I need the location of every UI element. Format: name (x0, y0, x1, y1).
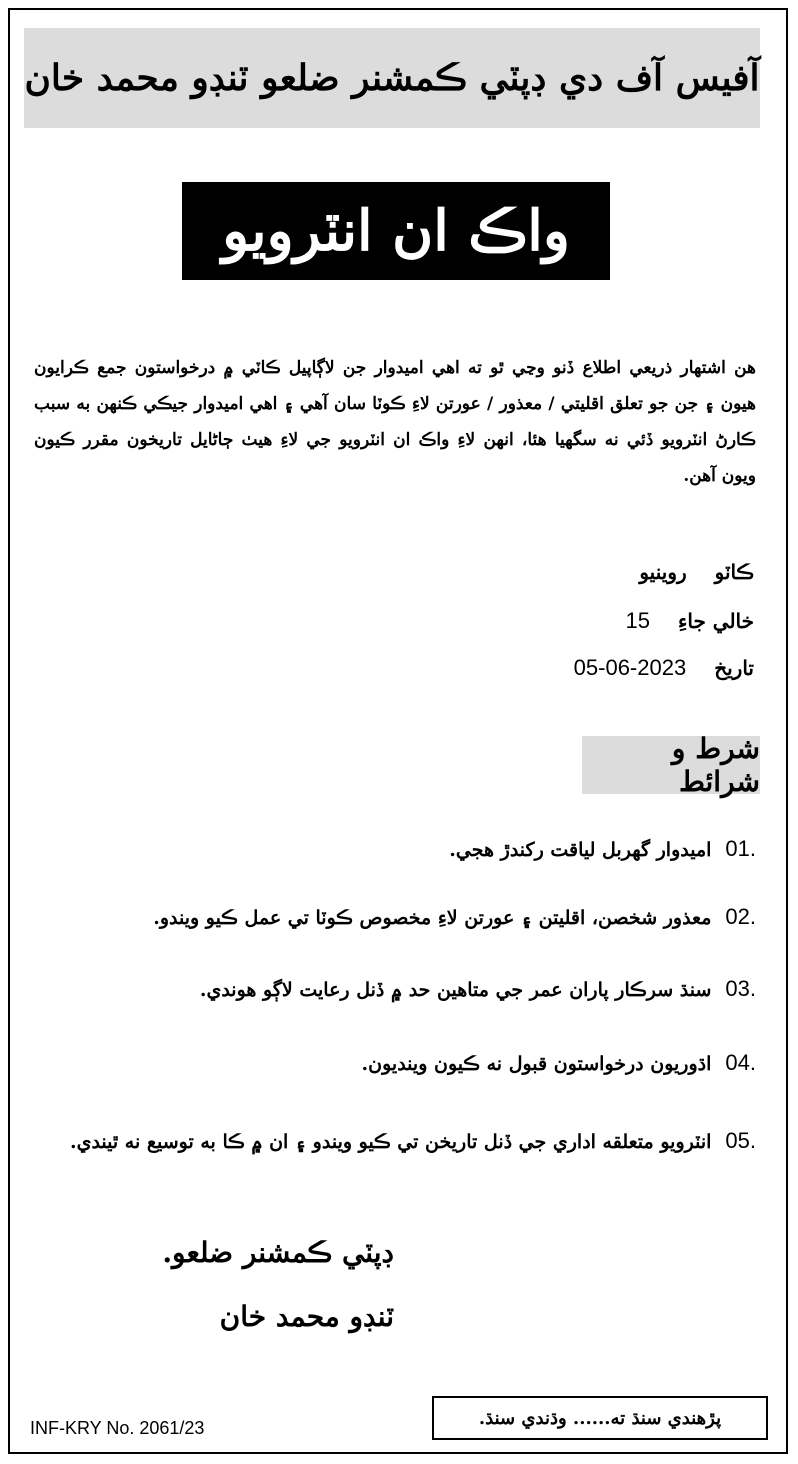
condition-item (449, 836, 756, 862)
notice-paragraph: هن اشتهار ذريعي اطلاع ڏنو وڃي ٿو ته اهي اميدوار جن لاڳاپيل ڪاٽي ۾ درخواستون جمع ڪرايون هيون ۽ جن جو تعلق اقليتي / معذور / عورتن لاءِ ڪوٽا سان آهي ۽ اهي اميدوار جيڪي ڪنهن به سبب ڪارڻ انٽرويو ڏئي نه سگهيا هئا، انهن لاءِ واڪ ان انٽرويو جي لاءِ هيٺ ڄاڻايل تاريخون مقرر ڪيون ويون آهن. (34, 358, 756, 486)
walk-in-interview-banner (182, 182, 610, 280)
condition-number: 01. (725, 836, 756, 861)
slogan-box (432, 1396, 768, 1440)
ad-code: INF-KRY No. 2061/23 (30, 1418, 205, 1438)
condition-text: معذور شخصن، اقليتن ۽ عورتن لاءِ مخصوص ڪوٽا تي عمل ڪيو ويندو. (153, 907, 712, 929)
cadre-row (639, 560, 754, 584)
condition-number: 02. (725, 904, 756, 929)
date-label: تاريخ (714, 656, 754, 680)
condition-item (362, 1050, 756, 1076)
cadre-value: روينيو (639, 560, 687, 584)
condition-text: انٽرويو متعلقه اداري جي ڏنل تاريخن تي ڪيو ويندو ۽ ان ۾ ڪا به توسيع نه ٿيندي. (69, 1131, 712, 1153)
conditions-heading-band (582, 732, 760, 798)
condition-text: اڌوريون درخواستون قبول نه ڪيون وينديون. (361, 1053, 712, 1075)
condition-number: 05. (725, 1128, 756, 1153)
signature-district: ٽنڊو محمد خان (219, 1300, 394, 1333)
date-row (574, 655, 754, 681)
date-value: 05-06-2023 (573, 655, 687, 680)
condition-text: اميدوار گهربل لياقت رکندڙ هجي. (449, 839, 712, 861)
slogan-text: پڙهندي سنڌ ته...... وڌندي سنڌ. (478, 1407, 722, 1429)
cadre-label: ڪاٽو (714, 560, 754, 584)
vacancies-label: خالي جاءِ (677, 609, 754, 633)
condition-number: 03. (725, 976, 756, 1001)
vacancies-row (625, 608, 754, 634)
office-title: آفيس آف دي ڊپٽي ڪمشنر ضلعو ٽنڊو محمد خان (24, 57, 760, 99)
signature-designation: ڊپٽي ڪمشنر ضلعو. (162, 1236, 394, 1269)
banner-title: واڪ ان انٽرويو (222, 198, 570, 264)
condition-item (70, 1128, 756, 1154)
condition-item (153, 904, 756, 930)
office-header (24, 28, 760, 128)
condition-text: سنڌ سرڪار پاران عمر جي متاهين حد ۾ ڏنل رعايت لاڳو هوندي. (199, 979, 712, 1001)
vacancies-value: 15 (625, 608, 650, 633)
condition-item (200, 976, 756, 1002)
condition-number: 04. (725, 1050, 756, 1075)
conditions-heading: شرط و شرائط (671, 732, 760, 798)
